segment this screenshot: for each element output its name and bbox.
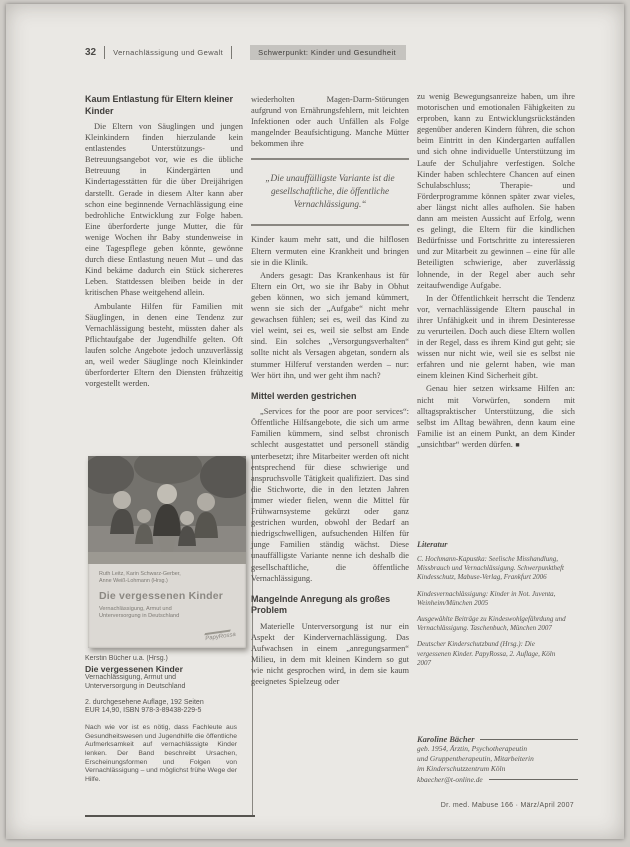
publisher-logo: PapyRossa: [205, 629, 237, 642]
paragraph: Kinder kaum mehr satt, und die hilflosen Eltern vermuten eine Krankheit und bringen sie in die Klinik.: [251, 235, 409, 267]
column-2: [251, 94, 409, 687]
paragraph: „Services for the poor are poor services“: Öffentliche Hilfsangebote, die sich um arme Familien kümmern, sind selbst chronisch schlecht ausgestattet und personell ständig unterbesetzt; ihre Mitarbeiter werden oft nicht entsprechend für diese schwierige und anspruchsvolle Tätigkeit qualifiziert. Das sind die Stichworte, die in den letzten Jahren immer wieder fielen, wenn die Mittel für Frühwarnsysteme gekürzt oder ganz gestrichen wurden, obwohl der Bedarf an niedrigschwelligen, aufsuchenden Hilfen für junge Familien ständig wächst. Diese unauffälligste Variante nenne ich deshalb die gesellschaftliche, die öffentliche Vernachlässigung.: [251, 407, 409, 583]
author-rule-bottom: [489, 779, 578, 780]
article-subheading-2: Mittel werden gestrichen: [251, 390, 357, 401]
article-subheading-3: Mangelnde Anregung als großes Problem: [251, 593, 391, 616]
column-3: [417, 91, 575, 451]
pull-quote-text: „Die unauffälligste Variante ist die gesellschaftliche, die öffentliche Vernachlässigung.“: [265, 173, 395, 210]
author-bio-line: geb. 1954, Ärztin, Psychotherapeutin: [417, 744, 528, 753]
author-bio: [417, 735, 578, 785]
page-header: [85, 44, 406, 60]
literature-entry: C. Hochmann-Kapustka: Seelische Misshandlung, Missbrauch und Vernachlässigung. Schwerpunktheft Kindesschutz, Mabuse-Verlag, Frankfurt 2006: [417, 555, 564, 582]
article-subheading-1: Kaum Entlastung für Eltern kleiner Kinder: [85, 94, 234, 116]
review-box-bottom-rule: [85, 815, 255, 817]
caption-price-isbn: EUR 14,90, ISBN 978-3-89438-229-5: [85, 707, 202, 715]
focus-banner: Schwerpunkt: Kinder und Gesundheit: [250, 45, 406, 60]
paragraph: wiederholten Magen-Darm-Störungen aufgrund von Ernährungsfehlern, mit leichten Infektionen oder auch Unfällen als Folge mangelnder Beaufsichtigung. Manche Mütter bekommen ihre: [251, 95, 409, 149]
magazine-page: [6, 4, 624, 839]
author-name: Karoline Bächer: [417, 735, 475, 744]
paragraph: Anders gesagt: Das Krankenhaus ist für Eltern ein Ort, wo sie ihr Baby in Obhut geben können, wo sich jemand kümmert, wenn sie sich der „Aufgabe“ nicht mehr gewachsen fühlen; sei es, weil das Kind zu viel weint, sei es, weil sie selbst am Ende sind. Ein solches „Versorgungsverhalten“ sollte nicht als Versagen abgetan, sondern als stummer Hilferuf verstanden werden – nur: Wer hört ihn, und wer geht ihm nach?: [251, 270, 409, 380]
paragraph-text: Genau hier setzen wirksame Hilfen an: nicht mit Vorwürfen, sondern mit alltagspraktischer Unterstützung, die sich selbst im Alltag bewähren, denn kaum eine Familie ist an einem Punkt, an dem Kinder „unsichtbar“ werden dürfen.: [417, 384, 575, 449]
paragraph: zu wenig Bewegungsanreize haben, um ihre motorischen und emotionalen Fähigkeiten zu erproben, kann zu Entwicklungsrückständen gegenüber anderen Kindern führen, die schon beim Eintritt in den Kindergarten auffallen und sich ohne individuelle Unterstützung im Laufe der Schuljahre verfestigen. Solche Kinder haben schlechtere Chancen auf einen Schulabschluss; Therapie- und Förderprogramme können später zwar vieles, aber längst nicht alles aufholen. Sie haben dann am meisten Aussicht auf Erfolg, wenn es gelingt, die Eltern für die kindlichen Bedürfnisse und Fortschritte zu interessieren und zur Mitarbeit zu gewinnen – eine für alle Beteiligten schwierige, aber zuverlässig lohnende, in der Regel aber auch sehr zeitaufwendige Aufgabe.: [417, 92, 575, 290]
literature-entry: Deutscher Kinderschutzbund (Hrsg.): Die vergessenen Kinder. PapyRossa, 2. Auflage, Köln 2007: [417, 640, 556, 667]
paragraph: In der Öffentlichkeit herrscht die Tendenz vor, vernachlässigende Eltern pauschal in ihrer Unfähigkeit und in ihrem Desinteresse zu verurteilen. Doch auch diese Eltern wollen in der Regel, dass es ihrem Kind gut geht; sie wissen nur nicht wie, weil sie es selbst nie erfahren und nie gelernt haben, wie man einem kleinen Kind Sicherheit gibt.: [417, 293, 575, 381]
caption-edition: 2. durchgesehene Auflage, 192 Seiten: [85, 698, 204, 706]
author-email: kbaecher@t-online.de: [417, 774, 483, 784]
paragraph: Materielle Unterversorgung ist nur ein Aspekt der Kindervernachlässigung. Das Aufwachsen in einem „anregungsarmen“ Milieu, in dem mit kleinen Kindern so gut wie nicht gesprochen wird, in dem sie kaum geeignetes Spielzeug oder: [251, 621, 409, 687]
paragraph: [417, 383, 575, 451]
literature-list: [417, 540, 575, 675]
paragraph: Die Eltern von Säuglingen und jungen Kleinkindern finden hierzulande kein entlastendes Unterstützungs- und Betreuungsangebot vor, wie es die übliche Betreuung in Kindergärten und Kindertagesstätten für die über Dreijährigen darstellt. Gerade in diesem Alter kann aber schon eine beginnende Vernachlässigung eine bedrohliche Entwicklung zur Folge haben. Eine überforderte junge Mutter, die für wenige Wochen ihr Baby stundenweise in eine Tagespflege geben könnte, gewönne durch diese Entlastung neuen Mut – und das Kind bekäme dadurch ein Stück sichereres Leben. Stattdessen bleiben beide in der kritischen Phase weitgehend allein.: [85, 122, 243, 298]
page-footer: Dr. med. Mabuse 166 · März/April 2007: [440, 802, 574, 809]
author-bio-line: im Kinderschutzzentrum Köln: [417, 764, 506, 774]
header-divider-2: [231, 46, 232, 59]
cover-editors-line1: Ruth Leitz, Karin Schwarz-Gerber,: [99, 571, 181, 577]
header-divider: [104, 46, 105, 59]
author-bio-line: und Gruppentherapeutin, Mitarbeiterin: [417, 754, 534, 764]
caption-title: Die vergessenen Kinder: [85, 664, 183, 674]
end-of-article-mark: ■: [515, 440, 520, 449]
caption-blurb: Nach wie vor ist es nötig, dass Fachleute aus Gesundheitswesen und Jugendhilfe die öffentliche Aufmerksamkeit auf vernachlässigte Kinder lenken. Der Band beschreibt Ursachen, Erscheinungsformen und Folgen von Vernachlässigung – und möglichst frühe Wege der Hilfe.: [85, 724, 237, 783]
cover-title: Die vergessenen Kinder: [99, 590, 224, 602]
book-cover-image: [88, 456, 246, 648]
literature-heading: Literatur: [417, 540, 448, 549]
pull-quote: [251, 158, 409, 226]
literature-entry: Kindesvernachlässigung: Kinder in Not. Juventa, Weinheim/München 2005: [417, 589, 556, 607]
literature-entry: Ausgewählte Beiträge zu Kindeswohlgefährdung und Vernachlässigung. Taschenbuch, München 2007: [417, 615, 566, 633]
section-title: Vernachlässigung und Gewalt: [113, 47, 224, 57]
column-1: [85, 94, 243, 389]
page-number: 32: [85, 46, 97, 58]
cover-subtitle: Vernachlässigung, Armut und Unterversorgung in Deutschland: [99, 606, 180, 620]
caption-editors: Kerstin Bücher u.a. (Hrsg.): [85, 655, 168, 662]
cover-editors-line2: Anne Weiß-Lohmann (Hrsg.): [99, 578, 168, 584]
paragraph: Ambulante Hilfen für Familien mit Säuglingen, in denen eine Tendenz zur Vernachlässigung besteht, müssten daher als Pflichtaufgabe der Jugendhilfe gelten. Oft laufen solche Angebote jedoch unzuverlässig an, weil weder Säuglinge noch Kleinkinder überforderter Eltern den Diensten frühzeitig vorgestellt werden.: [85, 301, 243, 389]
caption-subtitle: Vernachlässigung, Armut und Unterversorgung in Deutschland: [85, 674, 186, 690]
book-cover-photo: [88, 456, 246, 564]
book-caption: [85, 654, 237, 784]
author-rule-top: [480, 739, 578, 740]
